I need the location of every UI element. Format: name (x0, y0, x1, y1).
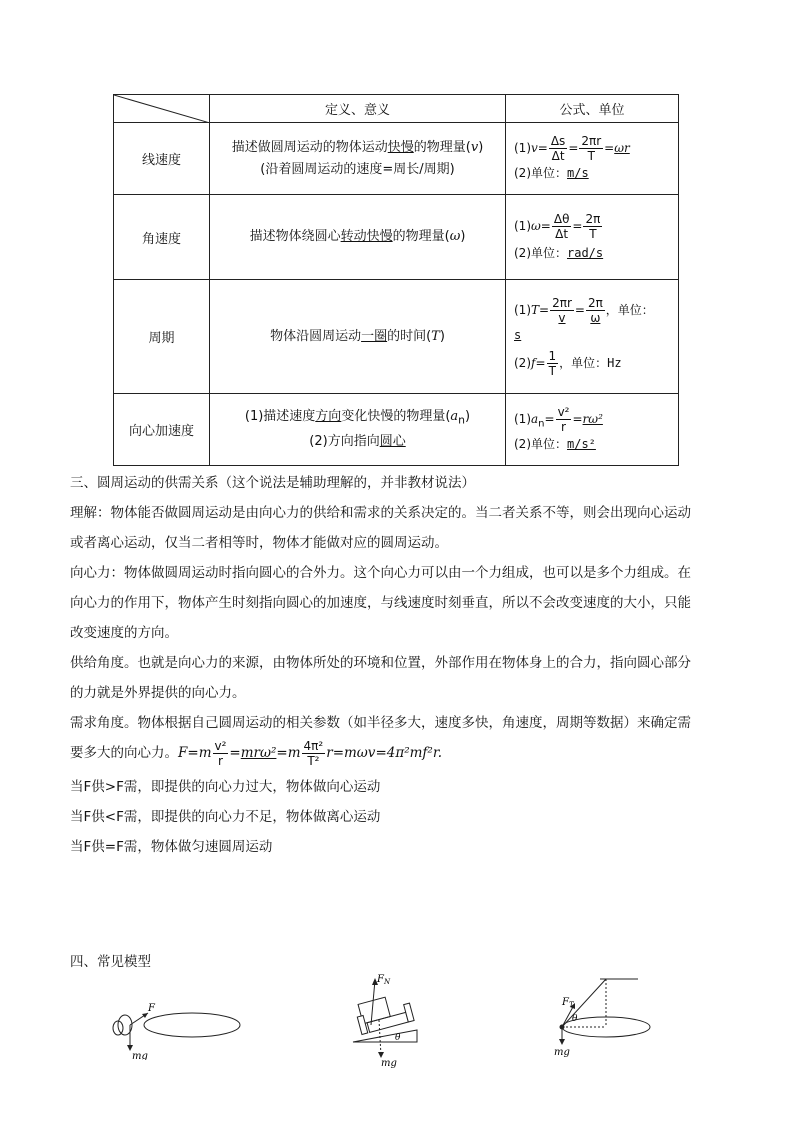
formula-line-2: (2)单位：rad/s (514, 245, 604, 260)
period-unit: s (514, 327, 522, 342)
header-definition: 定义、意义 (210, 95, 506, 123)
svg-text:θ: θ (572, 1014, 578, 1024)
diagonal-corner-cell (114, 95, 210, 123)
figure-banked-road (345, 970, 425, 1070)
condition-1: 当F供>F需，即提供的向心力过大，物体做向心运动 (70, 779, 381, 795)
paragraph-centripetal-1: 向心力：物体做圆周运动时指向圆心的合外力。这个向心力可以由一个力组成，也可以是多个力组成。在 (70, 565, 691, 581)
paragraph-centripetal-2: 向心力的作用下，物体产生时刻指向圆心的加速度，与线速度时刻垂直，所以不会改变速度的大小，只能 (70, 595, 691, 611)
paragraph-demand-2: 要多大的向心力。F=m $\frac{\text{v²}}{r}$ =mrω²=m $\frac{\text{4π²}}{\text{T²}}$ r=mωv=4π²mf²r. (70, 738, 443, 768)
header-formula: 公式、单位 (506, 95, 679, 123)
table-header-row (114, 95, 679, 123)
formula-line-2: (2)单位：m/s² (514, 437, 596, 452)
formula-line-2: (2)f= $\frac{1}{T}$ ，单位：Hz (514, 348, 622, 378)
condition-2: 当F供<F需，即提供的向心力不足，物体做离心运动 (70, 809, 381, 825)
row-definition: 描述物体绕圆心转动快慢的物理量(ω) (210, 195, 506, 280)
table-row-period (114, 280, 679, 394)
section-3 (70, 468, 730, 862)
paragraph-understanding-1: 理解：物体能否做圆周运动是由向心力的供给和需求的关系决定的。当二者关系不等，则会出现向心运动 (70, 505, 691, 521)
row-definition: 描述做圆周运动的物体运动快慢的物理量(v) (沿着圆周运动的速度=周长/周期) (210, 123, 506, 195)
svg-text:FT: $F_T$ (562, 997, 574, 1009)
svg-text:θ: θ (395, 1033, 401, 1043)
row-definition: (1)描述速度方向变化快慢的物理量$(a_n)$ (2)方向指向圆心 (210, 394, 506, 466)
table-row-centripetal-acceleration (114, 394, 679, 466)
svg-text:mg: mg (381, 1058, 397, 1069)
row-name: 向心加速度 (114, 394, 210, 466)
table-row-linear-velocity (114, 123, 679, 195)
row-name: 线速度 (114, 123, 210, 195)
paragraph-supply-2: 的力就是外界提供的向心力。 (70, 685, 246, 701)
paragraph-supply-1: 供给角度。也就是向心力的来源，由物体所处的环境和位置，外部作用在物体身上的合力，指向圆心部分 (70, 655, 691, 671)
row-definition: 物体沿圆周运动一圈的时间(T) (210, 280, 506, 394)
row-name: 角速度 (114, 195, 210, 280)
formula-force: F (178, 745, 188, 761)
formula-line-1: $(1)a_n=$ $\frac{\text{v²}}{r}$ =rω² (514, 404, 603, 434)
paragraph-centripetal-3: 改变速度的方向。 (70, 625, 178, 641)
section-3-heading: 三、圆周运动的供需关系（这个说法是辅助理解的，并非教材说法） (70, 475, 475, 491)
physics-quantity-table (113, 94, 679, 466)
paragraph-demand-1: 需求角度。物体根据自己圆周运动的相关参数（如半径多大，速度多快，角速度，周期等数据）来确定需 (70, 715, 691, 731)
row-name: 周期 (114, 280, 210, 394)
table-row-angular-velocity (114, 195, 679, 280)
diagonal-line (114, 95, 210, 123)
condition-3: 当F供=F需，物体做匀速圆周运动 (70, 839, 273, 855)
svg-text:mg: mg (554, 1047, 570, 1058)
row-formula (506, 123, 679, 195)
formula-line-1: (1)T= $\frac{2\pi r}{v}$ = $\frac{2\pi}{\omega}$ ，单位： (514, 295, 654, 325)
paragraph-understanding-2: 或者离心运动，仅当二者相等时，物体才能做对应的圆周运动。 (70, 535, 448, 551)
svg-text:FN: $F_N$ (377, 974, 391, 986)
row-formula (506, 195, 679, 280)
section-4-heading: 四、常见模型 (70, 954, 151, 970)
figure-conical-pendulum (548, 975, 658, 1060)
formula-line-1: (1)ω= $\frac{\Delta\theta}{\Delta t}$ = $\frac{2\pi}{T}$ (514, 211, 601, 241)
formula-line-1: (1)v= $\frac{\Delta s}{\Delta t}$ = $\frac{2\pi r}{T}$ =ωr (514, 134, 630, 163)
force-label: F (148, 1003, 155, 1014)
row-formula (506, 280, 679, 394)
figure-rotating-object (100, 995, 245, 1060)
row-formula (506, 394, 679, 466)
formula-line-2: (2)单位：m/s (514, 166, 589, 180)
weight-label: mg (132, 1051, 148, 1060)
